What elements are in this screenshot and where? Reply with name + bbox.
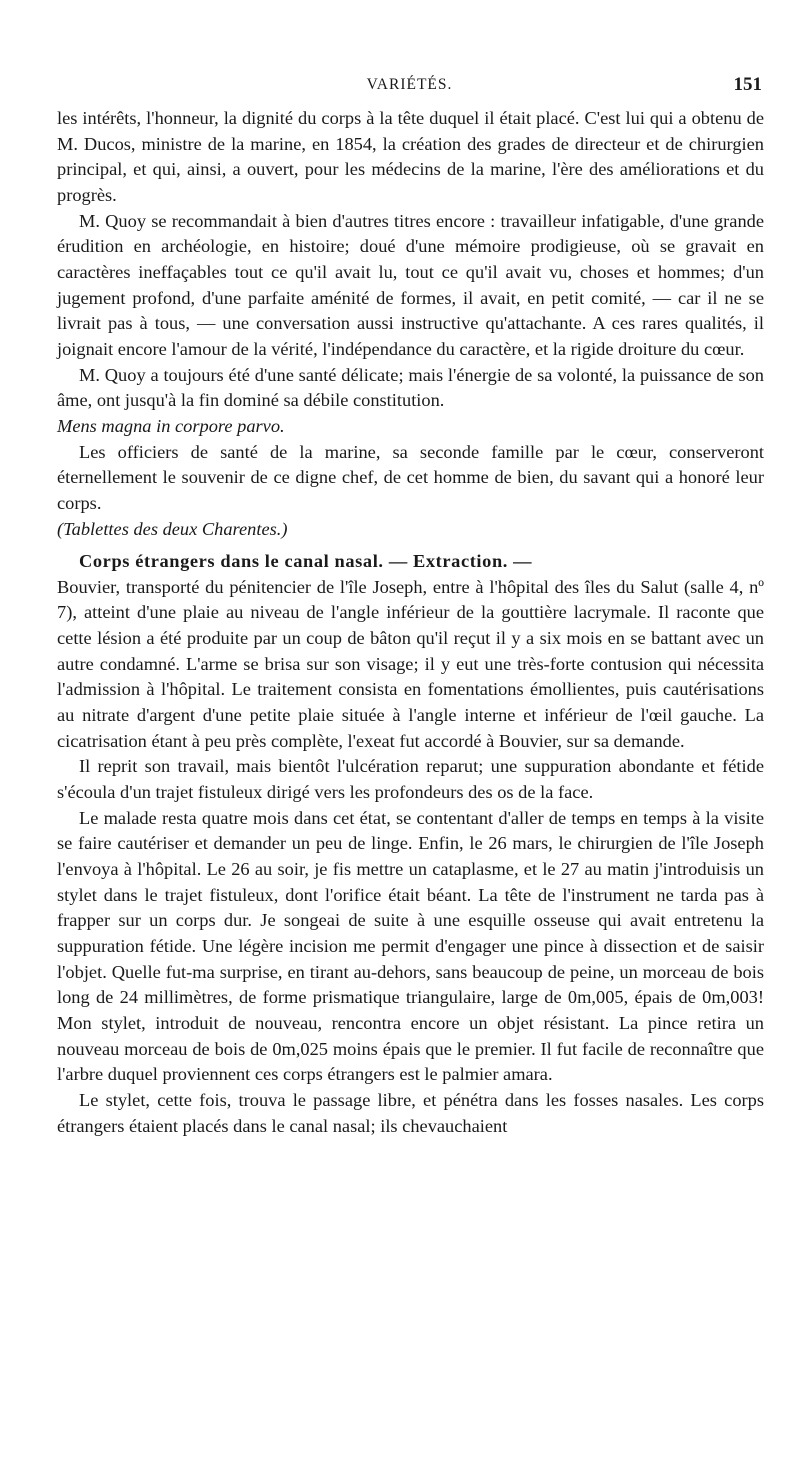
source-citation: (Tablettes des deux Charentes.) [57,518,288,539]
paragraph-stylet: Le stylet, cette fois, trouva le passage libre, et pénétra dans les fosses nasales. Les corps étrangers étaient placés dans le canal nasal; ils chevauchaient [57,1089,764,1136]
section-spacer [57,542,764,549]
running-head [57,76,762,102]
paragraph-relapse: Il reprit son travail, mais bientôt l'ulcération reparut; une suppuration abondante et fétide s'écoula d'un trajet fistuleux dirigé vers les profondeurs des os de la face. [57,756,764,803]
section-heading: Corps étrangers dans le canal nasal. — Extraction. — [79,551,533,572]
page-number: 151 [733,74,762,95]
paragraph-extraction: Le malade resta quatre mois dans cet état, se contentant d'aller de temps en temps à la visite se faire cautériser et demander un peu de linge. Enfin, le 26 mars, le chirurgien de l'île Joseph l'envoya à l'hôpital. Le 26 au soir, je fis mettre un cataplasme, et le 27 au matin j'introduisis un stylet dans le trajet fistuleux, dont l'orifice était béant. La tête de l'instrument ne tarda pas à frapper sur un corps dur. Je songeai de suite à une esquille osseuse qui avait entretenu la suppuration fétide. Une légère incision me permit d'engager une pince à dissection et de saisir l'objet. Quelle fut-ma surprise, en tirant au-dehors, sans beaucoup de peine, un morceau de bois long de 24 millimètres, de forme prismatique triangulaire, large de 0m,005, épais de 0m,003! Mon stylet, introduit de nouveau, rencontra encore un objet résistant. La pince retira un nouveau morceau de bois de 0m,025 moins épais que le premier. Il fut facile de reconnaître que l'arbre duquel proviennent ces corps étrangers est le palmier amara. [57,807,764,1085]
paragraph-bouvier: Bouvier, transporté du pénitencier de l'île Joseph, entre à l'hôpital des îles du Salut (salle 4, nº 7), atteint d'une plaie au niveau de l'angle inférieur de la gouttière lacrymale. Il raconte que cette lésion a été produite par un coup de bâton qu'il reçut il y a six mois en se battant avec un autre condamné. L'arme se brisa sur son visage; il y eut une très-forte contusion qui nécessita l'admission à l'hôpital. Le traitement consista en fomentations émollientes, puis cautérisations au nitrate d'argent d'une petite plaie située à l'angle interne et inférieur de l'œil gauche. La cicatrisation étant à peu près complète, l'exeat fut accordé à Bouvier, sur sa demande. [57,576,764,751]
paragraph-quoy-titles: M. Quoy se recommandait à bien d'autres titres encore : travailleur infatigable, d'une grande érudition en archéologie, en histoire; doué d'une mémoire prodigieuse, où se gravait en caractères ineffaçables tout ce qu'il avait lu, tout ce qu'il avait vu, choses et hommes; d'un jugement profond, d'une parfaite aménité de formes, il avait, en petit comité, — car il ne se livrait pas à tous, — une conversation aussi instructive qu'attachante. A ces rares qualités, il joignait encore l'amour de la vérité, l'indépendance du caractère, et la rigide droiture du cœur. [57,210,764,359]
body-text [57,106,764,1139]
paragraph-continuation: les intérêts, l'honneur, la dignité du corps à la tête duquel il était placé. C'est lui qui a obtenu de M. Ducos, ministre de la marine, en 1854, la création des grades de directeur et de chirurgien principal, et qui, ainsi, a ouvert, pour les médecins de la marine, l'ère des améliorations et du progrès. [57,108,764,205]
latin-motto [57,414,764,440]
paragraph-officers: Les officiers de santé de la marine, sa seconde famille par le cœur, conserveront éternellement le souvenir de ce digne chef, de cet homme de bien, du savant qui a honoré leur corps. [57,441,764,513]
paragraph-quoy-health: M. Quoy a toujours été d'une santé délicate; mais l'énergie de sa volonté, la puissance de son âme, ont jusqu'à la fin dominé sa débile constitution. [57,364,764,411]
running-title: VARIÉTÉS. [366,76,453,93]
latin-motto-text: Mens magna in corpore parvo. [57,415,285,436]
